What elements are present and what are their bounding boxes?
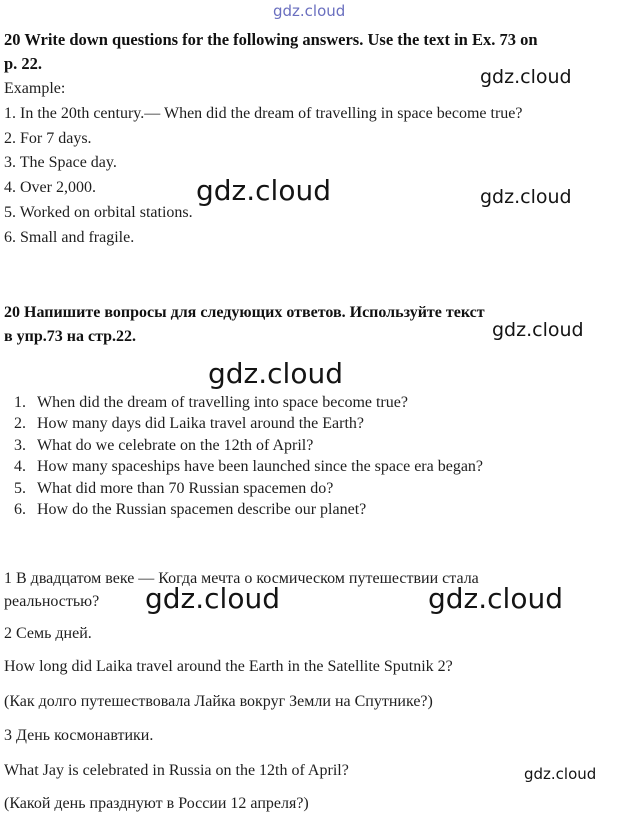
- watermark: gdz.cloud: [480, 186, 572, 208]
- prompt-item-6: 6. Small and fragile.: [4, 229, 135, 246]
- answer-number: 3.: [14, 437, 26, 454]
- answer-text: How do the Russian spacemen describe our planet?: [37, 501, 367, 518]
- answer-text: What did more than 70 Russian spacemen do?: [37, 480, 334, 497]
- translation-3: 3 День космонавтики.: [4, 727, 154, 744]
- watermark: gdz.cloud: [480, 66, 572, 88]
- watermark: gdz.cloud: [196, 174, 331, 207]
- watermark: gdz.cloud: [428, 582, 563, 615]
- watermark-top: gdz.cloud: [273, 2, 346, 20]
- prompt-item-3: 3. The Space day.: [4, 154, 117, 171]
- answer-number: 2.: [14, 415, 26, 432]
- translation-2-russian: (Как долго путешествовала Лайка вокруг Земли на Спутнике?): [4, 693, 433, 710]
- translation-1-line2: реальностью?: [4, 593, 100, 610]
- answer-text: When did the dream of travelling into space become true?: [37, 394, 408, 411]
- exercise-heading-en-line1: 20 Write down questions for the following answers. Use the text in Ex. 73 on: [4, 30, 538, 49]
- watermark: gdz.cloud: [208, 357, 343, 390]
- answer-number: 5.: [14, 480, 26, 497]
- watermark: gdz.cloud: [524, 765, 597, 783]
- prompt-item-5: 5. Worked on orbital stations.: [4, 204, 193, 221]
- answer-text: What do we celebrate on the 12th of April?: [37, 437, 314, 454]
- answer-text: How many days did Laika travel around the Earth?: [37, 415, 364, 432]
- example-label: Example:: [4, 80, 66, 97]
- translation-2-question: How long did Laika travel around the Earth in the Satellite Sputnik 2?: [4, 658, 453, 675]
- translation-2: 2 Семь дней.: [4, 625, 92, 642]
- watermark: gdz.cloud: [492, 319, 584, 341]
- answer-number: 6.: [14, 501, 26, 518]
- watermark: gdz.cloud: [145, 582, 280, 615]
- prompt-item-2: 2. For 7 days.: [4, 130, 92, 147]
- exercise-heading-en-line2: p. 22.: [4, 54, 43, 73]
- answer-number: 4.: [14, 458, 26, 475]
- prompt-item-1: 1. In the 20th century.— When did the dream of travelling in space become true?: [4, 105, 523, 122]
- exercise-heading-ru-line1: 20 Напишите вопросы для следующих ответов. Используйте текст: [4, 304, 485, 321]
- answer-text: How many spaceships have been launched since the space era began?: [37, 458, 484, 475]
- prompt-item-4: 4. Over 2,000.: [4, 179, 96, 196]
- translation-3-question: What Jay is celebrated in Russia on the 12th of April?: [4, 762, 349, 779]
- translation-3-russian: (Какой день празднуют в России 12 апреля?): [4, 795, 309, 812]
- answer-number: 1.: [14, 394, 26, 411]
- translation-1-line1: 1 В двадцатом веке — Когда мечта о космическом путешествии стала: [4, 570, 479, 587]
- exercise-heading-ru-line2: в упр.73 на стр.22.: [4, 328, 137, 345]
